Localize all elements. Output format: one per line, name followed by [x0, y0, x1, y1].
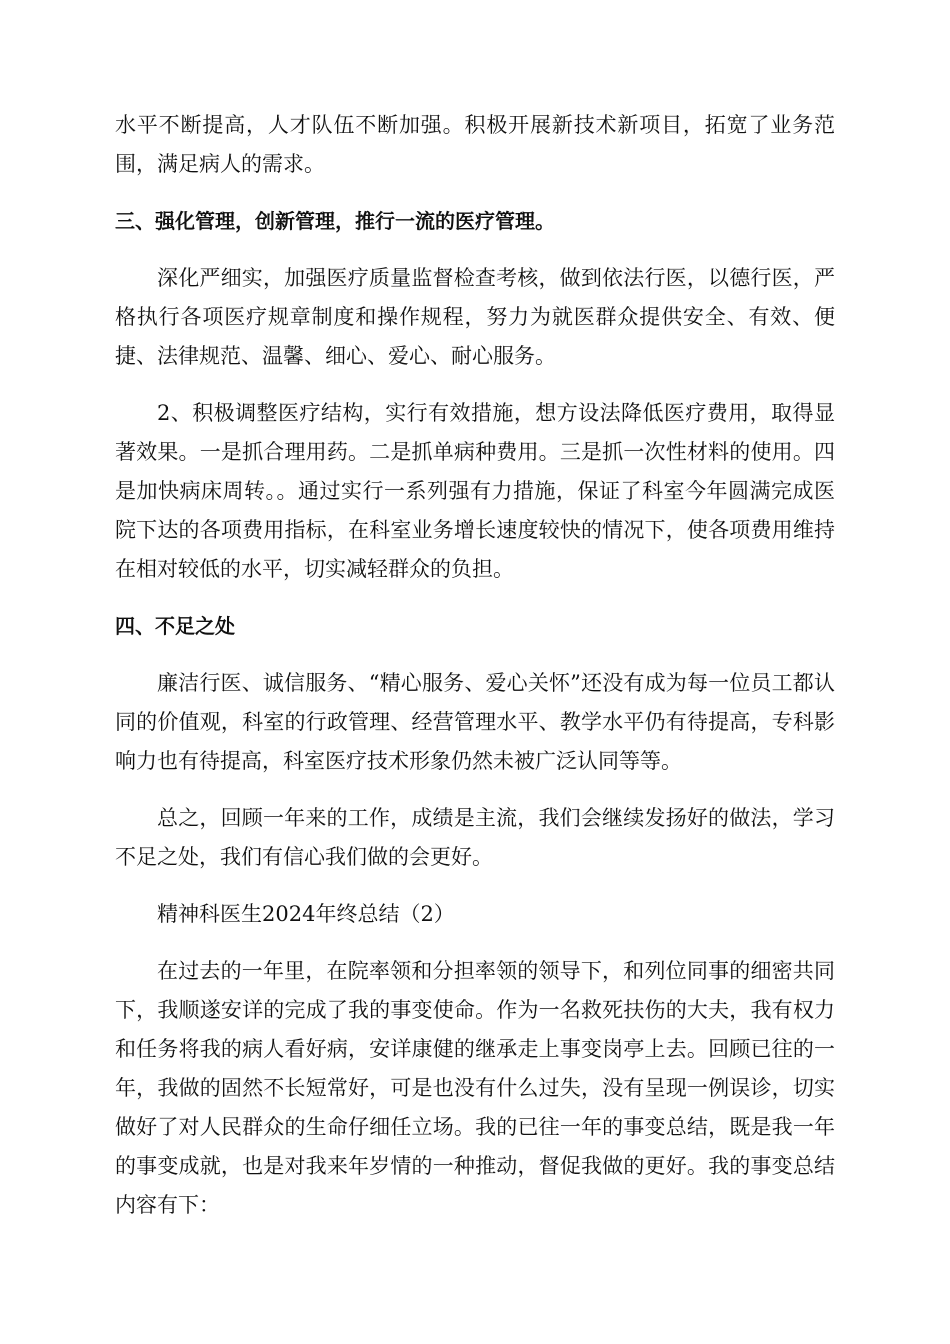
paragraph-intro-2: 在过去的一年里，在院率领和分担率领的领导下，和列位同事的细密共同下，我顺遂安详的完成了我的事变使命。作为一名救死扶伤的大夫，我有权力和任务将我的病人看好病，安详康健的继承走上事变岗亭上去。回顾已往的一年，我做的固然不长短常好，可是也没有什么过失，没有呈现一例误诊，切实做好了对人民群众的生命仔细任立场。我的已往一年的事变总结，既是我一年的事变成就，也是对我来年岁情的一种推动，督促我做的更好。我的事变总结内容有下： — [115, 959, 835, 1217]
paragraph-conclusion: 总之，回顾一年来的工作，成绩是主流，我们会继续发扬好的做法，学习不足之处，我们有信心我们做的会更好。 — [115, 806, 835, 869]
document-body — [115, 106, 835, 1243]
section-heading-4: 四、不足之处 — [115, 614, 235, 638]
paragraph-shortcomings: 廉洁行医、诚信服务、“精心服务、爱心关怀”还没有成为每一位员工都认同的价值观，科室的行政管理、经营管理水平、教学水平仍有待提高，专科影响力也有待提高，科室医疗技术形象仍然未被广泛认同等等。 — [115, 671, 835, 773]
paragraph-cost-control: 2、积极调整医疗结构，实行有效措施，想方设法降低医疗费用，取得显著效果。一是抓合理用药。二是抓单病种费用。三是抓一次性材料的使用。四是加快病床周转。。通过实行一系列强有力措施，保证了科室今年圆满完成医院下达的各项费用指标，在科室业务增长速度较快的情况下，使各项费用维持在相对较低的水平，切实减轻群众的负担。 — [115, 401, 835, 581]
paragraph-quality-supervision: 深化严细实，加强医疗质量监督检查考核，做到依法行医，以德行医，严格执行各项医疗规章制度和操作规程，努力为就医群众提供安全、有效、便捷、法律规范、温馨、细心、爱心、耐心服务。 — [115, 266, 835, 368]
paragraph-continuation: 水平不断提高，人才队伍不断加强。积极开展新技术新项目，拓宽了业务范围，满足病人的需求。 — [115, 113, 835, 176]
document-subtitle: 精神科医生2024年终总结（2） — [157, 902, 455, 926]
section-heading-3: 三、强化管理，创新管理，推行一流的医疗管理。 — [115, 209, 555, 233]
